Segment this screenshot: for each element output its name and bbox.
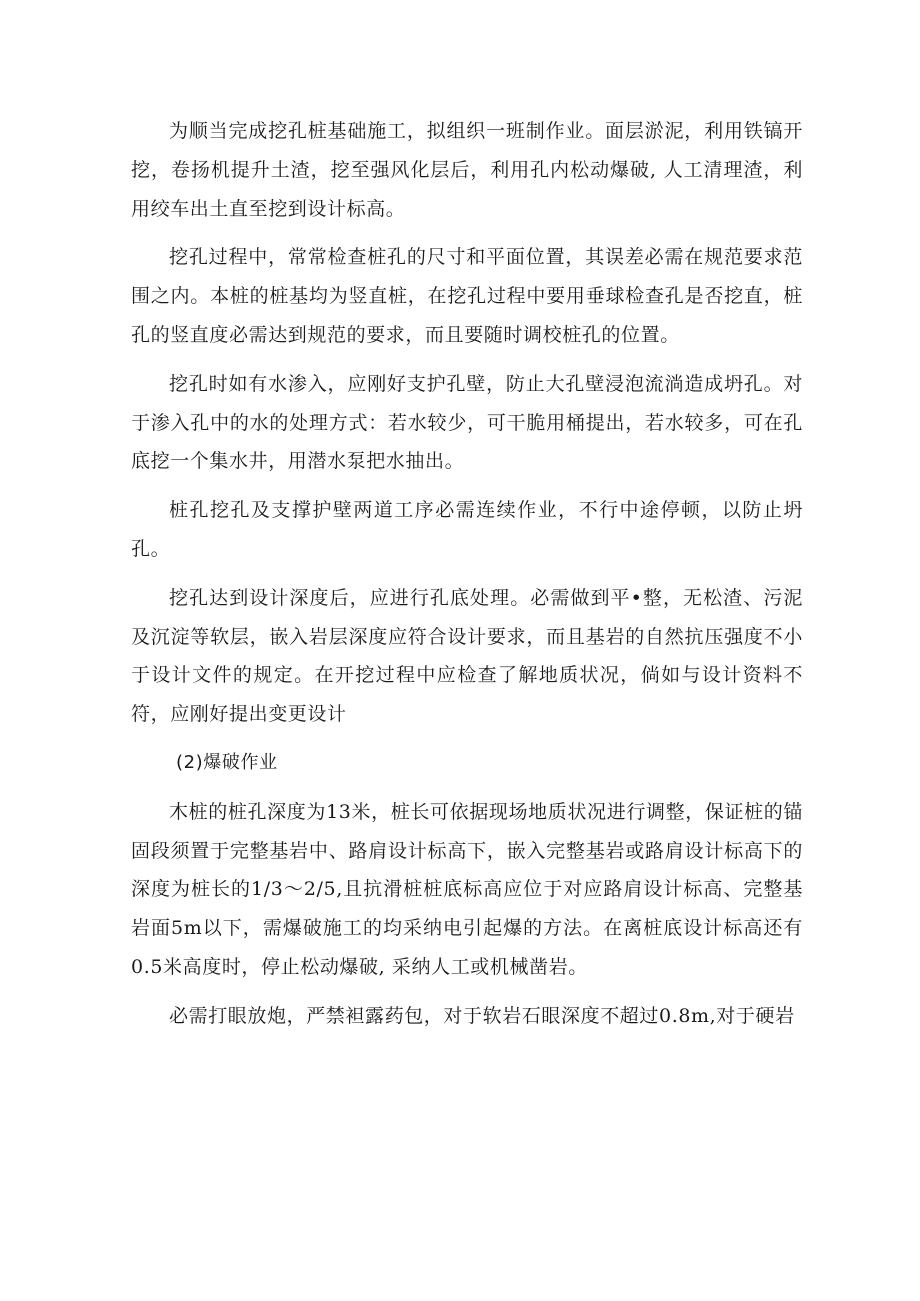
- paragraph-3: 挖孔时如有水渗入，应刚好支护孔壁，防止大孔壁浸泡流淌造成坍孔。对于渗入孔中的水的处理方式：若水较少，可干脆用桶提出，若水较多，可在孔底挖一个集水井，用潜水泵把水抽出。: [131, 372, 803, 473]
- section-heading: (2)爆破作业: [176, 751, 278, 773]
- paragraph-6: 木桩的桩孔深度为13米，桩长可依据现场地质状况进行调整，保证桩的锚固段须置于完整基岩中、路肩设计标高下，嵌入完整基岩或路肩设计标高下的深度为桩长的1/3〜2/5,且抗滑桩桩底标高应位于对应路肩设计标高、完整基岩面5m以下，需爆破施工的均采纳电引起爆的方法。在离桩底设计标高还有0.5米高度时，停止松动爆破, 采纳人工或机械凿岩。: [131, 800, 803, 978]
- paragraph-5: 挖孔达到设计深度后，应进行孔底处理。必需做到平•整，无松渣、污泥及沉淀等软层，嵌入岩层深度应符合设计要求，而且基岩的自然抗压强度不小于设计文件的规定。在开挖过程中应检查了解地质状况，倘如与设计资料不符，应刚好提出变更设计: [131, 586, 803, 726]
- paragraph-4: 桩孔挖孔及支撑护壁两道工序必需连续作业，不行中途停顿，以防止坍孔。: [131, 499, 803, 560]
- paragraph-7: 必需打眼放炮，严禁袒露药包，对于软岩石眼深度不超过0.8m,对于硬岩: [169, 1004, 795, 1027]
- document-body: [131, 112, 803, 1046]
- paragraph-2: 挖孔过程中，常常检查桩孔的尺寸和平面位置，其误差必需在规范要求范围之内。本桩的桩基均为竖直桩，在挖孔过程中要用垂球检查孔是否挖直，桩孔的竖直度必需达到规范的要求，而且要随时调校桩孔的位置。: [131, 246, 803, 346]
- paragraph-1: 为顺当完成挖孔桩基础施工，拟组织一班制作业。面层淤泥，利用铁镐开挖，卷扬机提升土渣，挖至强风化层后，利用孔内松动爆破, 人工清理渣，利用绞车出土直至挖到设计标高。: [131, 120, 803, 220]
